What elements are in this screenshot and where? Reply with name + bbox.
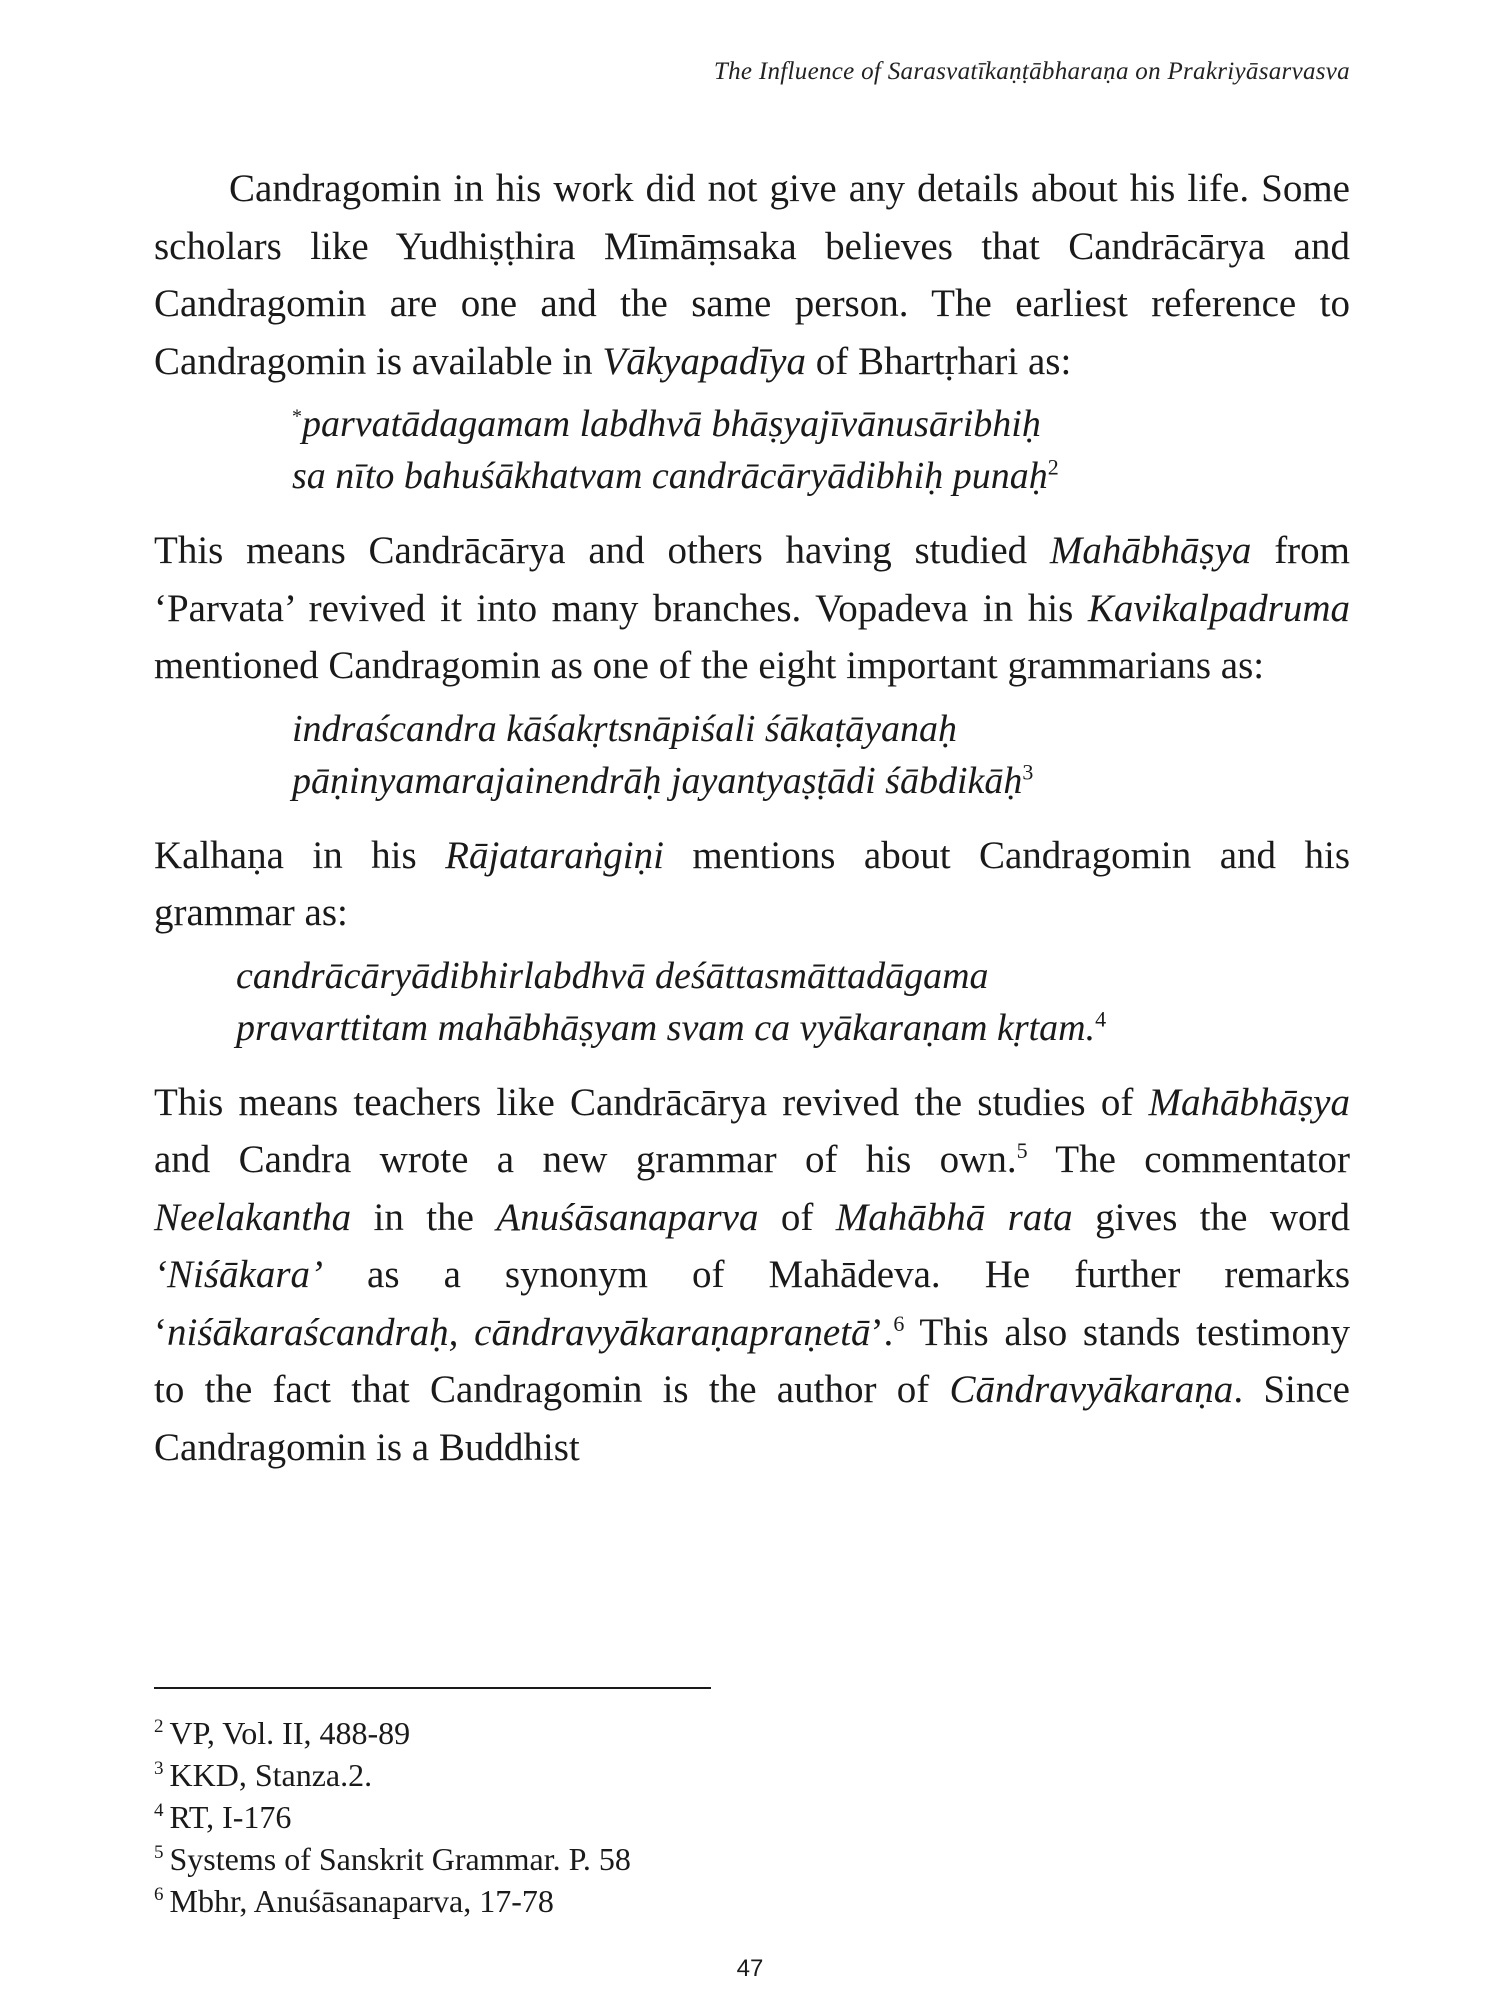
work-title: Mahābhāṣya xyxy=(1148,1080,1350,1124)
quoted-phrase: niśākaraścandraḥ, cāndravyākaraṇapraṇetā xyxy=(167,1310,871,1354)
footnote-ref: 5 xyxy=(1016,1138,1028,1163)
work-title: Kavikalpadruma xyxy=(1087,586,1350,630)
verse-2 xyxy=(292,703,1350,807)
footnote-number: 5 xyxy=(154,1842,164,1864)
footnote-number: 3 xyxy=(154,1758,164,1780)
footnote-ref: 3 xyxy=(1022,758,1034,784)
verse-1 xyxy=(292,398,1350,502)
footnote-ref: 6 xyxy=(893,1310,905,1336)
page-number: 47 xyxy=(736,1955,764,1982)
footnote-number: 4 xyxy=(154,1800,164,1822)
paragraph-3: Kalhaṇa in his Rājataraṅgiṇi mentions about Candragomin and his grammar as: xyxy=(154,833,1350,934)
verse-line: sa nīto bahuśākhatvam candrācāryādibhiḥ punaḥ$^2$ xyxy=(292,454,1059,497)
footnote-ref: 4 xyxy=(1095,1005,1107,1031)
footnote-item: $^6$ Mbhr, Anuśāsanaparva, 17-78 xyxy=(154,1883,554,1919)
work-title: Vākyapadīya xyxy=(602,339,806,383)
footnote-divider xyxy=(154,1687,711,1689)
main-text xyxy=(154,160,1350,1476)
asterisk-marker: * xyxy=(292,405,302,428)
verse-line: candrācāryādibhirlabdhvā deśāttasmāttadāgama xyxy=(236,954,989,997)
work-title: Cāndravyākaraṇa xyxy=(949,1368,1234,1411)
footnote-item: $^5$ Systems of Sanskrit Grammar. P. 58 xyxy=(154,1841,631,1877)
verse-line: indraścandra kāśakṛtsnāpiśali śākaṭāyanaḥ xyxy=(292,707,957,750)
author-name: Neelakantha xyxy=(154,1195,352,1239)
quoted-word: ‘Niśākara’ xyxy=(154,1253,323,1296)
footnotes xyxy=(154,1712,631,1922)
footnote-ref: 2 xyxy=(1047,454,1059,480)
verse-line: pāṇinyamarajainendrāḥ jayantyaṣṭādi śābdikāḥ$^3$ xyxy=(292,758,1034,802)
footnote-item: $^4$ RT, I-176 xyxy=(154,1799,292,1835)
running-head: The Influence of Sarasvatīkaṇṭābharaṇa on Prakriyāsarvasva xyxy=(713,58,1350,85)
work-title: Rājataraṅgiṇi xyxy=(445,833,664,877)
verse-line: pravarttitam mahābhāṣyam svam ca vyākaraṇam kṛtam.$^4$ xyxy=(236,1005,1107,1049)
footnote-number: 6 xyxy=(154,1884,164,1906)
paragraph-1: Candragomin in his work did not give any details about his life. Some scholars like Yudhiṣṭhira Mīmāṃsaka believes that Candrācārya and Candragomin are one and the same person. The earliest reference to Candragomin is available in Vākyapadīya of Bhartṛhari as: xyxy=(154,167,1350,383)
paragraph-2: This means Candrācārya and others having studied Mahābhāṣya from ‘Parvata’ revived it into many branches. Vopadeva in his Kavikalpadruma mentioned Candragomin as one of the eight important grammarians as: xyxy=(154,529,1350,687)
footnote-number: 2 xyxy=(154,1716,164,1738)
footnote-item: $^2$ VP, Vol. II, 488-89 xyxy=(154,1715,411,1751)
paragraph-4: This means teachers like Candrācārya revived the studies of Mahābhāṣya and Candra wrote a new grammar of his own.$^5$ The commentator Neelakantha in the Anuśāsanaparva of Mahābhā rata gives the word ‘Niśākara’ as a synonym of Mahādeva. He further remarks ‘niśākaraścandraḥ, cāndravyākaraṇapraṇetā’.$^6$ This also stands testimony to the fact that Candragomin is the author of Cāndravyākaraṇa. Since Candragomin is a Buddhist xyxy=(154,1080,1351,1469)
work-title: Mahābhāṣya xyxy=(1049,529,1252,572)
verse-line: *parvatādagamam labdhvā bhāṣyajīvānusāribhiḥ xyxy=(292,403,1041,445)
work-title: Mahābhā rata xyxy=(835,1195,1073,1239)
verse-3 xyxy=(236,950,1350,1054)
work-title: Anuśāsanaparva xyxy=(496,1195,759,1239)
footnote-item: $^3$ KKD, Stanza.2. xyxy=(154,1757,373,1793)
